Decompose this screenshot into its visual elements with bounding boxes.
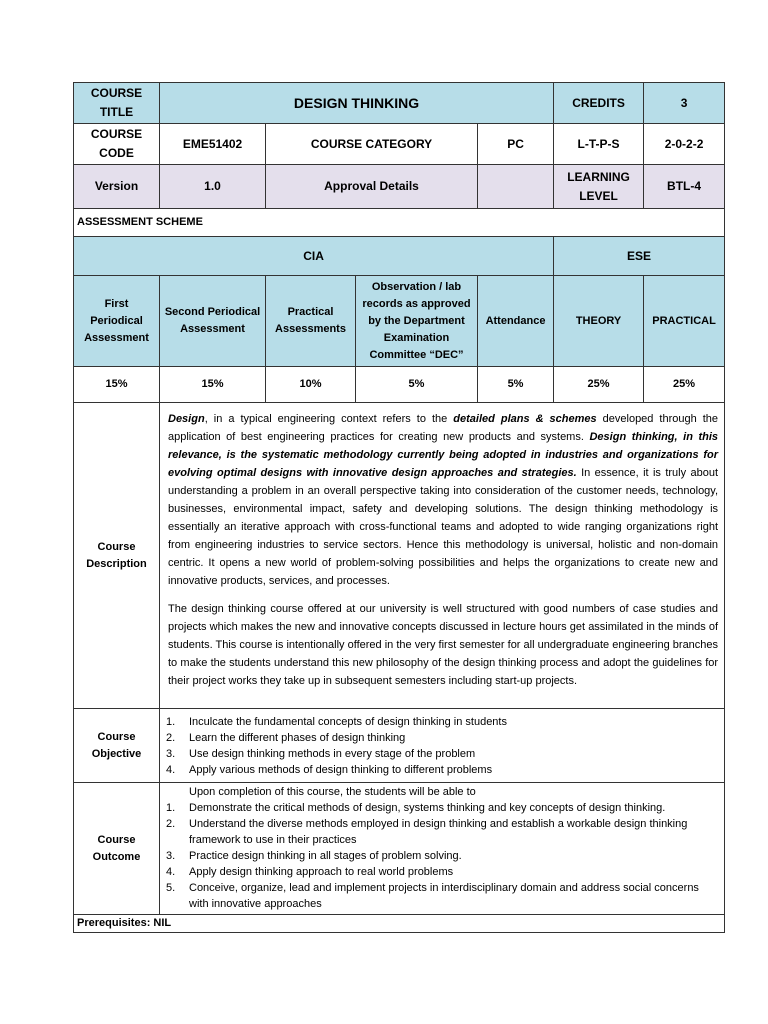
outcome-item [164,880,720,912]
approval-details-value [478,165,554,209]
list-number: 2. [166,731,176,744]
outcome-item [164,816,720,848]
assessment-col-observation: Observation / lab records as approved by the Department Examination Committee “DEC” [356,276,478,367]
description-text: In essence, it is truly about understanding a problem in an overall perspective taking into consideration of the customer needs, technology, businesses, environmental impact, safety and developing solutions. The design thinking methodology is essentially an iterative approach with cross-functional teams and adopted to wide ranging organizations right from engineering industries to service sectors. Hence this methodology is universal, holistic and non-domain centric. It opens a new world of problem-solving possibilities and helps the organizations to create new and innovative products, services, and processes. [168,467,719,587]
objective-item [164,762,720,778]
assessment-col-first-periodical: First Periodical Assessment [74,276,160,367]
cia-header: CIA [74,237,554,276]
course-category-label: COURSE CATEGORY [266,124,478,165]
assessment-col-theory: THEORY [554,276,644,367]
list-item-text: Apply various methods of design thinking to different problems [189,763,493,776]
course-outcome [160,783,725,915]
list-item-text: Learn the different phases of design thinking [189,731,406,744]
list-item-text: Use design thinking methods in every stage of the problem [189,747,476,760]
weight-second-periodical: 15% [160,367,266,403]
ltps-label: L-T-P-S [554,124,644,165]
ese-header: ESE [554,237,725,276]
course-objective-label: Course Objective [74,709,160,783]
approval-details-label: Approval Details [266,165,478,209]
learning-level-label: LEARNING LEVEL [554,165,644,209]
list-number: 3. [166,747,176,760]
course-outcome-label: Course Outcome [74,783,160,915]
emphasis-text: detailed plans & schemes [453,413,597,425]
course-description-paragraph-2: The design thinking course offered at our university is well structured with good numbers of case studies and projects which makes the new and innovative concepts discussed in lecture hours get assimilated in the minds of students. This course is intentionally offered in the very first semester for all undergraduate engineering branches to make the students understand this new philosophy of the design thinking process and adopt the guidelines for their project works they take up in subsequent semesters including start-up projects. [168,603,719,687]
learning-level-value: BTL-4 [644,165,725,209]
course-title: DESIGN THINKING [160,83,554,124]
objective-item [164,746,720,762]
emphasis-text: Design [168,413,205,425]
list-number: 1. [166,802,176,814]
assessment-col-practical-ese: PRACTICAL [644,276,725,367]
version-value: 1.0 [160,165,266,209]
list-number: 4. [166,866,176,878]
list-item-text: Apply design thinking approach to real world problems [189,866,454,878]
ltps-value: 2-0-2-2 [644,124,725,165]
list-number: 3. [166,850,176,862]
course-title-label: COURSE TITLE [74,83,160,124]
course-code-value: EME51402 [160,124,266,165]
version-label: Version [74,165,160,209]
credits-value: 3 [644,83,725,124]
syllabus-table [73,82,725,933]
weight-theory: 25% [554,367,644,403]
weight-attendance: 5% [478,367,554,403]
description-text: developed through the application of best engineering practices for creating new products and systems. [168,413,719,443]
list-item-text: Practice design thinking in all stages of problem solving. [189,850,462,862]
outcome-item [164,864,720,880]
list-item-text: Conceive, organize, lead and implement projects in interdisciplinary domain and address social concerns with innovative approaches [189,882,699,910]
objective-item [164,730,720,746]
objective-item [164,714,720,730]
course-description [160,403,725,709]
list-number: 5. [166,882,176,894]
course-description-paragraph-1 [168,410,718,590]
weight-practical: 10% [266,367,356,403]
assessment-col-practical: Practical Assessments [266,276,356,367]
assessment-scheme-title: ASSESSMENT SCHEME [74,209,725,237]
course-objective-list [164,714,720,778]
emphasis-text: Design thinking, in this relevance, is the systematic methodology currently being adopted in industries and organizations for evolving optimal designs with innovative design approaches and strategies. [168,431,719,479]
list-item-text: Inculcate the fundamental concepts of design thinking in students [189,715,507,728]
course-category-value: PC [478,124,554,165]
course-code-label: COURSE CODE [74,124,160,165]
description-text: , in a typical engineering context refers to the [204,413,454,425]
list-number: 1. [166,715,176,728]
outcome-item [164,800,720,816]
prerequisites: Prerequisites: NIL [74,915,725,933]
weight-practical-ese: 25% [644,367,725,403]
list-item-text: Understand the diverse methods employed in design thinking and establish a workable design thinking framework to use in their practices [189,818,688,846]
course-outcome-intro: Upon completion of this course, the students will be able to [189,786,476,798]
course-objective [160,709,725,783]
list-item-text: Demonstrate the critical methods of design, systems thinking and key concepts of design thinking. [189,802,666,814]
list-number: 4. [166,763,176,776]
weight-observation: 5% [356,367,478,403]
outcome-item [164,848,720,864]
course-outcome-list [164,800,720,912]
list-number: 2. [166,818,176,830]
assessment-col-second-periodical: Second Periodical Assessment [160,276,266,367]
assessment-col-attendance: Attendance [478,276,554,367]
credits-label: CREDITS [554,83,644,124]
weight-first-periodical: 15% [74,367,160,403]
course-description-label: Course Description [74,403,160,709]
